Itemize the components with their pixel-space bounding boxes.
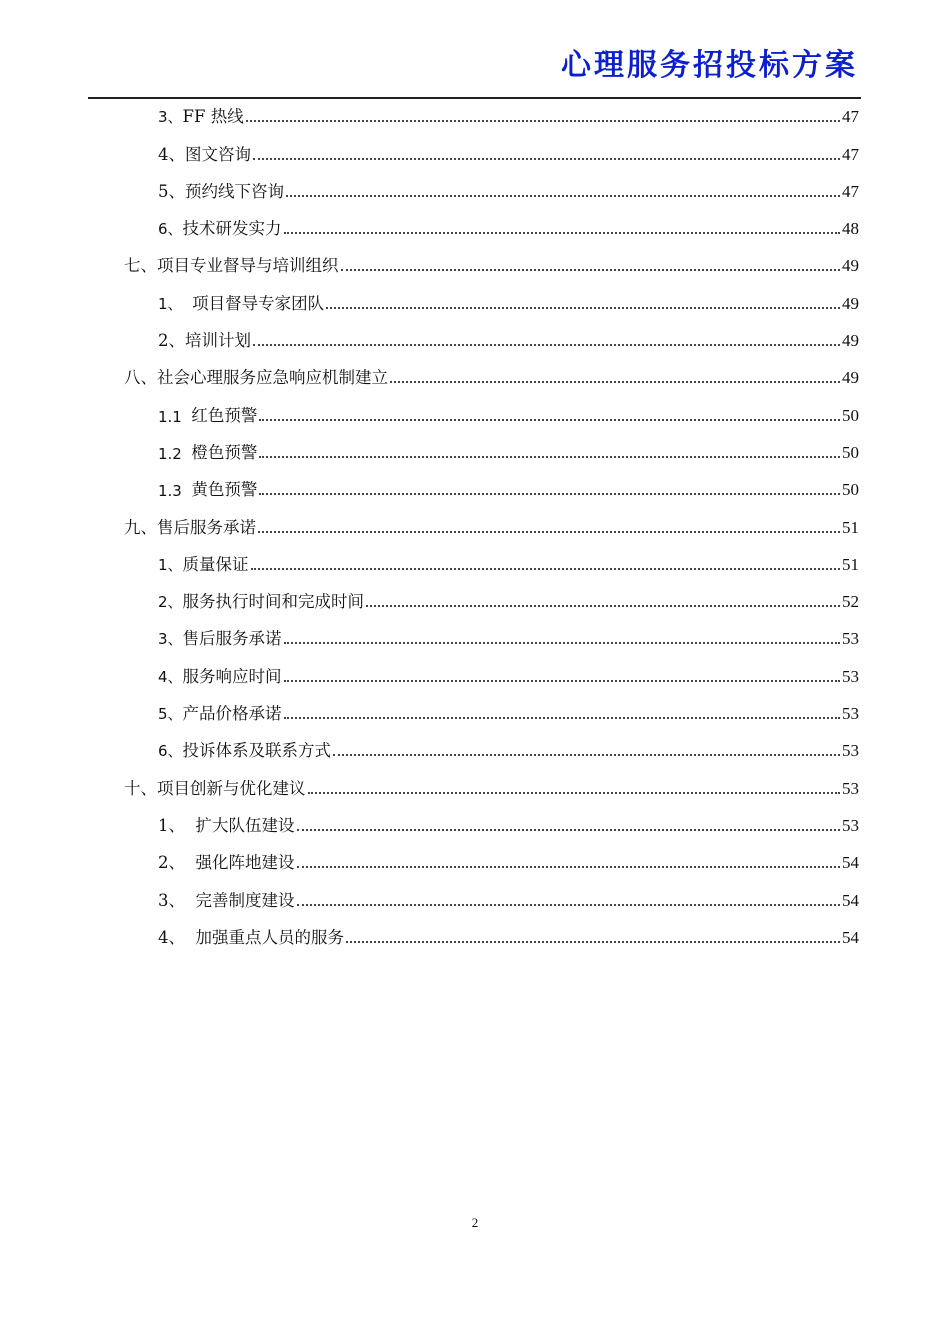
toc-entry[interactable] <box>0 916 950 953</box>
toc-entry[interactable] <box>0 281 950 318</box>
toc-entry-number: 2、 <box>158 853 196 873</box>
toc-entry-page: 47 <box>842 144 859 164</box>
toc-entry-page: 51 <box>842 517 859 537</box>
toc-entry-number: 八、 <box>124 368 157 388</box>
toc-dot-leader <box>284 642 840 644</box>
toc-dot-leader <box>284 680 840 682</box>
toc-entry-page: 54 <box>842 853 859 873</box>
toc-entry-number: 3、 <box>158 630 183 649</box>
toc-entry-page: 53 <box>842 815 859 835</box>
toc-entry-number: 4、 <box>158 927 196 947</box>
toc-entry-number: 2、 <box>158 331 185 351</box>
toc-dot-leader <box>308 792 841 794</box>
toc-entry-number: 十、 <box>124 778 157 798</box>
toc-entry-number: 1.1 <box>158 407 192 426</box>
toc-entry-number: 1.3 <box>158 482 192 501</box>
toc-dot-leader <box>333 754 840 756</box>
toc-entry-number: 6、 <box>158 220 183 239</box>
toc-entry-title: 项目创新与优化建议 <box>157 778 306 798</box>
toc-entry[interactable] <box>0 393 950 430</box>
toc-entry-page: 53 <box>842 741 859 761</box>
toc-entry[interactable] <box>0 319 950 356</box>
toc-entry-number: 1、 <box>158 555 183 574</box>
toc-entry[interactable] <box>0 580 950 617</box>
toc-entry[interactable] <box>0 431 950 468</box>
toc-entry-page: 47 <box>842 107 859 127</box>
toc-entry-title: 售后服务承诺 <box>157 517 256 537</box>
toc-entry-page: 53 <box>842 704 859 724</box>
toc-entry-title: 黄色预警 <box>191 480 258 500</box>
toc-dot-leader <box>297 904 841 906</box>
toc-entry-title: 质量保证 <box>182 554 249 574</box>
toc-dot-leader <box>258 531 840 533</box>
toc-entry-title: 强化阵地建设 <box>195 853 295 873</box>
toc-entry-page: 50 <box>842 480 859 500</box>
toc-entry-title: 项目督导专家团队 <box>192 293 325 313</box>
toc-dot-leader <box>286 195 840 197</box>
toc-entry[interactable] <box>0 617 950 654</box>
toc-entry[interactable] <box>0 468 950 505</box>
toc-dot-leader <box>259 419 840 421</box>
toc-entry-number: 6、 <box>158 742 183 761</box>
toc-entry-number: 5、 <box>158 181 185 201</box>
toc-dot-leader <box>259 493 840 495</box>
toc-entry-number: 4、 <box>158 144 185 164</box>
toc-dot-leader <box>284 232 840 234</box>
table-of-contents <box>0 95 950 953</box>
toc-entry-number: 5、 <box>158 705 183 724</box>
toc-entry-title: 扩大队伍建设 <box>195 815 295 835</box>
toc-entry[interactable] <box>0 841 950 878</box>
toc-entry[interactable] <box>0 170 950 207</box>
toc-entry[interactable] <box>0 654 950 691</box>
toc-entry[interactable] <box>0 543 950 580</box>
toc-entry-title: 预约线下咨询 <box>185 181 284 201</box>
toc-entry-title: 服务响应时间 <box>182 666 282 686</box>
toc-entry-title: 投诉体系及联系方式 <box>182 741 332 761</box>
toc-entry-page: 50 <box>842 442 859 462</box>
toc-entry-page: 48 <box>842 219 859 239</box>
toc-entry[interactable] <box>0 356 950 393</box>
toc-dot-leader <box>326 307 840 309</box>
toc-entry-title: FF 热线 <box>182 107 244 127</box>
toc-dot-leader <box>259 456 840 458</box>
toc-entry-title: 社会心理服务应急响应机制建立 <box>157 368 388 388</box>
toc-dot-leader <box>297 866 841 868</box>
toc-entry-title: 红色预警 <box>191 405 258 425</box>
toc-entry-title: 售后服务承诺 <box>182 629 282 649</box>
toc-entry-page: 50 <box>842 405 859 425</box>
toc-entry-title: 服务执行时间和完成时间 <box>182 592 365 612</box>
toc-entry-number: 七、 <box>124 256 157 276</box>
toc-entry-page: 53 <box>842 778 859 798</box>
toc-dot-leader <box>366 605 840 607</box>
toc-entry[interactable] <box>0 804 950 841</box>
toc-entry-page: 53 <box>842 666 859 686</box>
toc-entry[interactable] <box>0 132 950 169</box>
toc-entry[interactable] <box>0 878 950 915</box>
toc-dot-leader <box>284 717 840 719</box>
toc-entry[interactable] <box>0 729 950 766</box>
toc-dot-leader <box>246 120 840 122</box>
toc-entry-number: 1、 <box>158 815 196 835</box>
toc-entry-title: 图文咨询 <box>185 144 251 164</box>
toc-entry-page: 49 <box>842 293 859 313</box>
toc-entry-page: 49 <box>842 331 859 351</box>
toc-entry[interactable] <box>0 505 950 542</box>
toc-dot-leader <box>297 829 841 831</box>
toc-entry-number: 3、 <box>158 890 196 910</box>
toc-entry-title: 橙色预警 <box>191 442 258 462</box>
toc-dot-leader <box>341 269 841 271</box>
toc-dot-leader <box>390 381 840 383</box>
document-header-title: 心理服务招投标方案 <box>561 48 858 83</box>
toc-entry-page: 49 <box>842 256 859 276</box>
toc-dot-leader <box>253 158 840 160</box>
toc-entry-title: 培训计划 <box>185 331 251 351</box>
toc-entry[interactable] <box>0 95 950 132</box>
toc-dot-leader <box>251 568 840 570</box>
toc-entry[interactable] <box>0 692 950 729</box>
toc-dot-leader <box>253 344 840 346</box>
toc-entry-page: 49 <box>842 368 859 388</box>
toc-entry-page: 47 <box>842 181 859 201</box>
toc-entry-title: 完善制度建设 <box>195 890 295 910</box>
toc-entry-page: 53 <box>842 629 859 649</box>
toc-entry-number: 4、 <box>158 667 183 686</box>
toc-entry-number: 3、 <box>158 108 183 127</box>
toc-entry-title: 项目专业督导与培训组织 <box>157 256 339 276</box>
toc-entry-title: 加强重点人员的服务 <box>195 927 344 947</box>
toc-entry-title: 产品价格承诺 <box>182 704 282 724</box>
toc-entry-number: 九、 <box>124 517 157 537</box>
toc-dot-leader <box>346 941 840 943</box>
toc-entry-number: 2、 <box>158 593 183 612</box>
toc-entry-page: 52 <box>842 592 859 612</box>
toc-entry-number: 1.2 <box>158 444 192 463</box>
toc-entry-page: 54 <box>842 927 859 947</box>
toc-entry-page: 51 <box>842 554 859 574</box>
toc-entry-page: 54 <box>842 890 859 910</box>
toc-entry[interactable] <box>0 766 950 803</box>
toc-entry-number: 1、 <box>158 294 193 313</box>
toc-entry[interactable] <box>0 244 950 281</box>
toc-entry[interactable] <box>0 207 950 244</box>
page-number: 2 <box>471 1215 479 1230</box>
toc-entry-title: 技术研发实力 <box>182 219 282 239</box>
